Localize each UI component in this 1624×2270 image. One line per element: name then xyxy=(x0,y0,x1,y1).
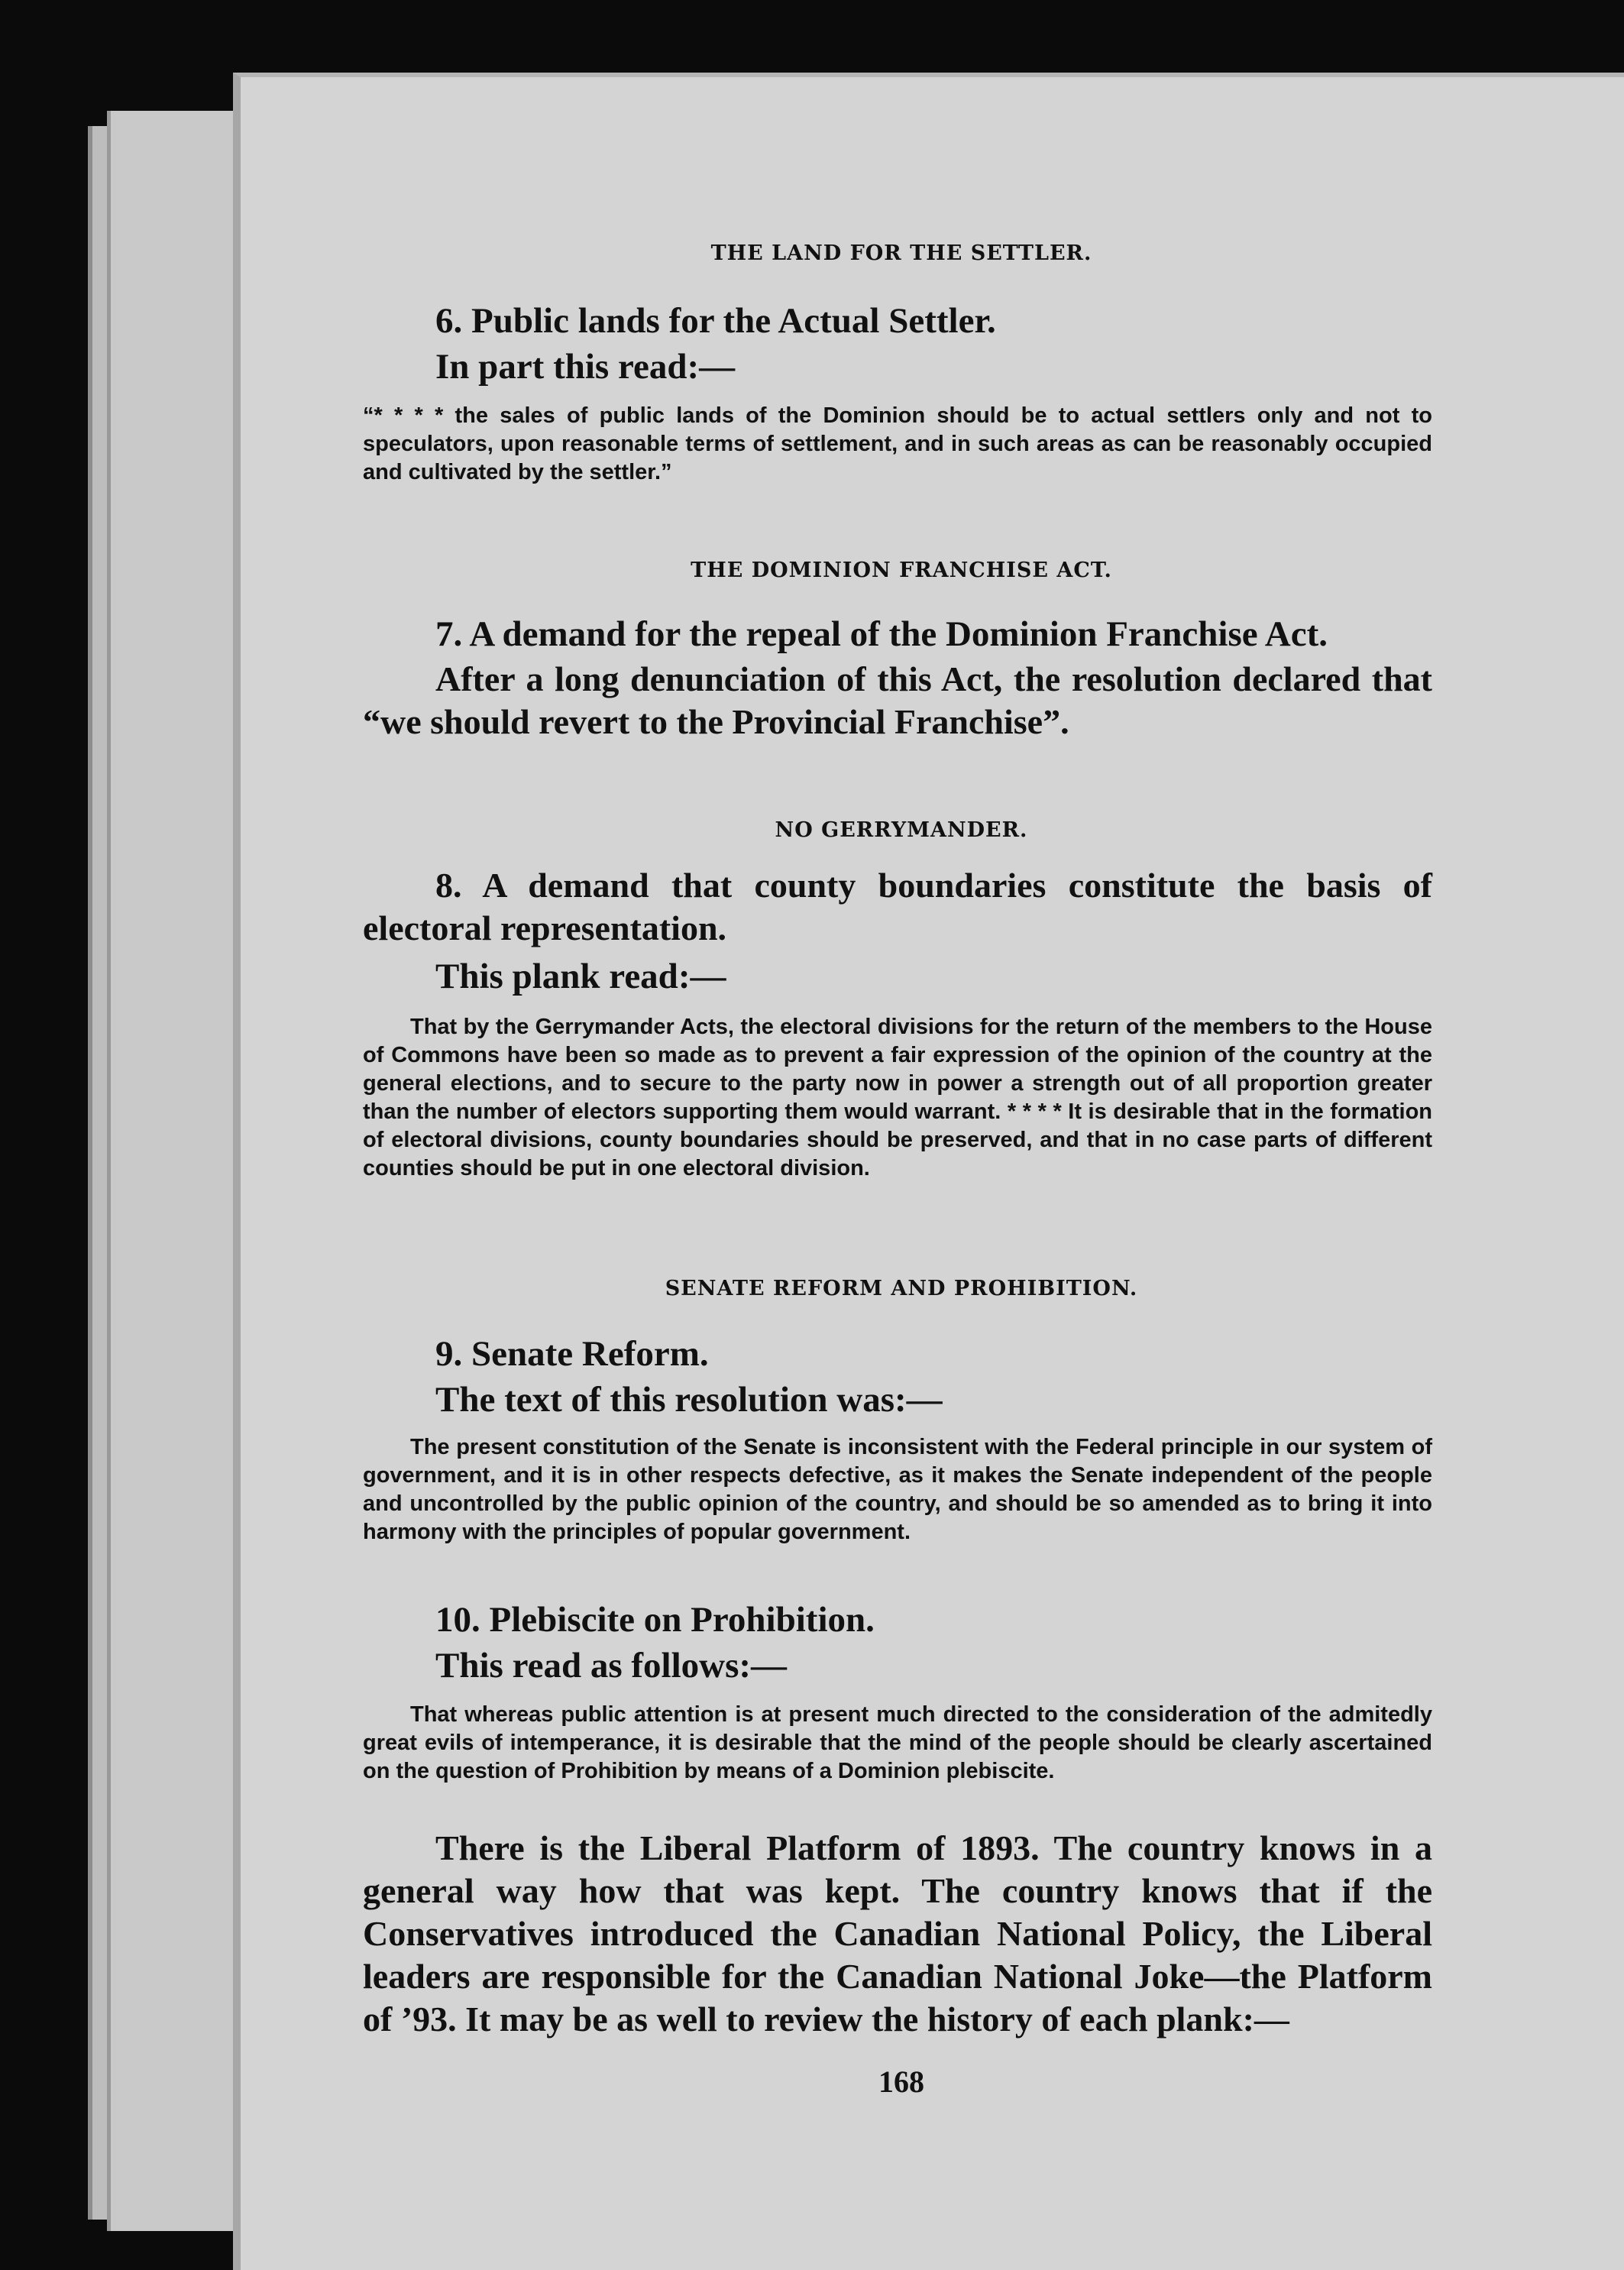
section-8-lead: This plank read:— xyxy=(435,957,726,996)
section-9-quote: The present constitution of the Senate is inconsistent with the Federal principle in our system of government, and it is in other respects defective, as it makes the Senate independent of the people and uncontrolled by the public opinion of the country, and should be so amended as to bring it into harmony with the principles of popular government. xyxy=(363,1435,1432,1544)
running-head: THE LAND FOR THE SETTLER. xyxy=(710,241,1092,265)
section-8-quote: That by the Gerrymander Acts, the electoral divisions for the return of the members to the House of Commons have been so made as to prevent a fair expression of the opinion of the country at the general elections, and to secure to the party now in power a strength out of all proportion greater than the number of electors supporting them would warrant. * * * * It is desirable that in the formation of electoral divisions, county boundaries should be preserved, and that in no case parts of different counties should be put in one electoral division. xyxy=(363,1015,1432,1180)
section-10-title: 10. Plebiscite on Prohibition. xyxy=(435,1600,875,1640)
section-7-text: After a long denunciation of this Act, the resolution declared that “we should revert to the Provincial Franchise”. xyxy=(363,659,1432,741)
section-8-title: 8. A demand that county boundaries constitute the basis of electoral representation. xyxy=(363,866,1432,947)
closing-paragraph: There is the Liberal Platform of 1893. The country knows in a general way how that was kept. The country knows that if the Conservatives introduced the Canadian National Policy, the Liberal leaders are responsible for the Canadian National Joke—the Platform of ’93. It may be as well to review the history of each plank:— xyxy=(363,1828,1432,2038)
section-7-title: 7. A demand for the repeal of the Dominion Franchise Act. xyxy=(435,614,1328,654)
section-9-title: 9. Senate Reform. xyxy=(435,1334,709,1374)
page-number: 168 xyxy=(878,2064,924,2099)
heading-dominion-franchise-act: THE DOMINION FRANCHISE ACT. xyxy=(691,559,1112,582)
book-page xyxy=(233,73,1624,2270)
section-6-title: 6. Public lands for the Actual Settler. xyxy=(435,301,996,341)
section-10-quote: That whereas public attention is at present much directed to the consideration of the admitedly great evils of intemperance, it is desirable that the mind of the people should be clearly ascertained on the question of Prohibition by means of a Dominion plebiscite. xyxy=(363,1702,1432,1783)
heading-senate-reform-prohibition: SENATE REFORM AND PROHIBITION. xyxy=(665,1277,1138,1300)
section-10-lead: This read as follows:— xyxy=(435,1646,788,1685)
section-6-lead: In part this read:— xyxy=(435,347,736,387)
heading-no-gerrymander: NO GERRYMANDER. xyxy=(775,818,1028,842)
section-6-quote: “* * * * the sales of public lands of the Dominion should be to actual settlers only and not to speculators, upon reasonable terms of settlement, and in such areas as can be reasonably occupied and cultivated by the settler.” xyxy=(363,403,1432,484)
section-9-lead: The text of this resolution was:— xyxy=(435,1380,943,1420)
